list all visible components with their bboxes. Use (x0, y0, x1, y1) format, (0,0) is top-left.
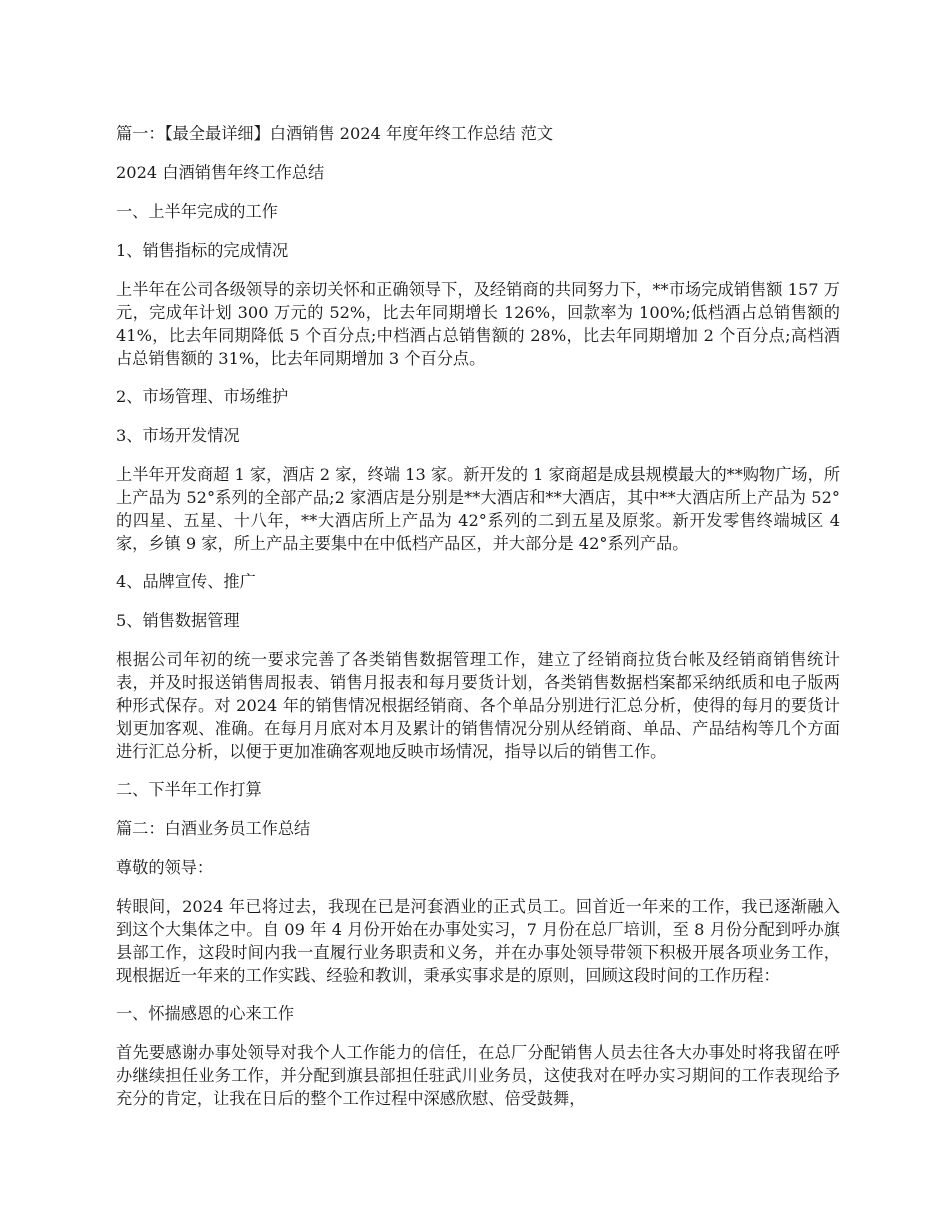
subheading-market-management: 2、市场管理、市场维护 (116, 387, 289, 406)
subheading-sales-data: 5、销售数据管理 (116, 611, 240, 630)
section-heading-gratitude: 一、怀揣感恩的心来工作 (116, 1004, 295, 1023)
section-heading-first-half: 一、上半年完成的工作 (116, 202, 278, 221)
subheading-brand-promotion: 4、品牌宣传、推广 (116, 572, 256, 591)
subheading-sales-targets: 1、销售指标的完成情况 (116, 241, 289, 260)
subheading-market-development: 3、市场开发情况 (116, 426, 240, 445)
paragraph-gratitude: 首先要感谢办事处领导对我个人工作能力的信任，在总厂分配销售人员去往各大办事处时将我留在呼办继续担任业务工作，并分配到旗县部担任驻武川业务员，这使我对在呼办实习期间的工作表现给予充分的肯定，让我在日后的整个工作过程中深感欣慰、倍受鼓舞， (116, 1043, 840, 1108)
document-page (116, 122, 840, 1125)
paragraph-market-development: 上半年开发商超 1 家，酒店 2 家，终端 13 家。新开发的 1 家商超是成县规模最大的**购物广场，所上产品为 52°系列的全部产品;2 家酒店是分别是**大酒店和**大酒店，其中**大酒店所上产品为 52°的四星、五星、十八年，**大酒店所上产品为 42°系列的二到五星及原浆。新开发零售终端城区 4 家，乡镇 9 家，所上产品主要集中在中低档产品区，并大部分是 42°系列产品。 (116, 465, 840, 553)
paragraph-sales-targets: 上半年在公司各级领导的亲切关怀和正确领导下，及经销商的共同努力下，**市场完成销售额 157 万元，完成年计划 300 万元的 52%，比去年同期增长 126%，回款率为 100%;低档酒占总销售额的 41%，比去年同期降低 5 个百分点;中档酒占总销售额的 28%，比去年同期增加 2 个百分点;高档酒占总销售额的 31%，比去年同期增加 3 个百分点。 (116, 280, 840, 368)
report-title: 2024 白酒销售年终工作总结 (116, 163, 325, 182)
section-heading-second-half: 二、下半年工作打算 (116, 780, 262, 799)
paragraph-introduction: 转眼间，2024 年已将过去，我现在已是河套酒业的正式员工。回首近一年来的工作，我已逐渐融入到这个大集体之中。自 09 年 4 月份开始在办事处实习，7 月份在总厂培训，至 8 月份分配到呼办旗县部工作，这段时间内我一直履行业务职责和义务，并在办事处领导带领下积极开展各项业务工作，现根据近一年来的工作实践、经验和教训，秉承实事求是的原则，回顾这段时间的工作历程： (116, 897, 840, 985)
paragraph-sales-data: 根据公司年初的统一要求完善了各类销售数据管理工作，建立了经销商拉货台帐及经销商销售统计表，并及时报送销售周报表、销售月报表和每月要货计划，各类销售数据档案都采纳纸质和电子版两种形式保存。对 2024 年的销售情况根据经销商、各个单品分别进行汇总分析，使得的每月的要货计划更加客观、准确。在每月月底对本月及累计的销售情况分别从经销商、单品、产品结构等几个方面进行汇总分析，以便于更加准确客观地反映市场情况，指导以后的销售工作。 (116, 650, 840, 761)
article-two-title: 篇二：白酒业务员工作总结 (116, 819, 311, 838)
salutation: 尊敬的领导： (116, 858, 214, 877)
article-one-title: 篇一：【最全最详细】白酒销售 2024 年度年终工作总结 范文 (116, 124, 554, 143)
